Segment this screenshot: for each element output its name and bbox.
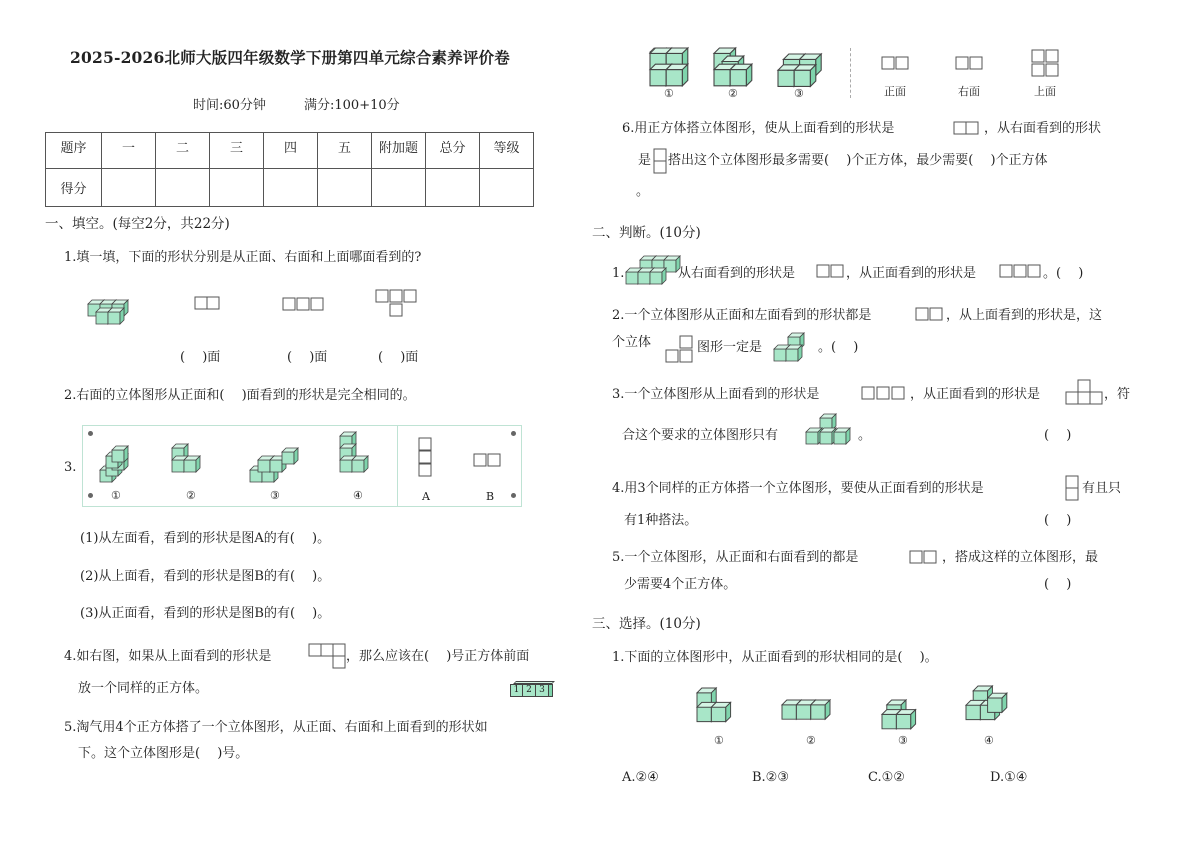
q5-label-1: ①	[664, 87, 674, 100]
c1-option-A[interactable]: A.②④	[622, 770, 659, 785]
section2-title: 二、判断。(10分)	[592, 225, 701, 241]
q3-label-4: ④	[353, 489, 363, 502]
score-table-header: 附加题	[372, 133, 426, 169]
q3-label-B: B	[486, 490, 495, 503]
score-table-header: 三	[210, 133, 264, 169]
q5-view-right	[956, 57, 986, 71]
q1-blank-3[interactable]: ( )面	[378, 350, 419, 365]
score-table-score-row	[46, 169, 534, 207]
c1-text: 1.下面的立体图形中，从正面看到的形状相同的是( )。	[612, 650, 938, 665]
score-cell[interactable]	[372, 169, 426, 207]
q4-cube-1: 1	[510, 684, 523, 697]
j2-top-view	[666, 336, 696, 366]
score-table-header: 二	[156, 133, 210, 169]
c1-figure-2	[782, 700, 842, 728]
j3-top-view	[862, 387, 908, 399]
score-table-header: 总分	[426, 133, 480, 169]
section1-title: 一、填空。(每空2分，共22分)	[45, 216, 230, 232]
c1-option-D[interactable]: D.①④	[990, 770, 1028, 785]
q3-number: 3.	[64, 460, 77, 475]
j1-text-a: 从右面看到的形状是	[678, 266, 796, 281]
j2-text-b: ，从上面看到的形状是，这	[946, 308, 1103, 323]
j3-figure	[806, 414, 860, 454]
c1-label-4: ④	[984, 734, 994, 747]
question-1-2: 2.右面的立体图形从正面和( )面看到的形状是完全相同的。	[64, 388, 416, 403]
j1-figure	[626, 256, 680, 286]
j2-text-a: 2.一个立体图形从正面和左面看到的形状都是	[612, 308, 872, 323]
j3-text-c: ，符	[1104, 387, 1131, 402]
q6-text-c: 是	[638, 153, 652, 168]
j5-view	[910, 551, 940, 563]
j4-text-a: 4.用3个同样的正方体搭一个立体图形，要使从正面看到的形状是	[612, 481, 984, 496]
j1-front-view	[1000, 265, 1042, 277]
q1-view-1	[195, 297, 225, 311]
q4-text-b: ，那么应该在( )号正方体前面	[346, 649, 530, 664]
q3-figure-2	[172, 444, 212, 484]
score-table-header: 等级	[480, 133, 534, 169]
score-cell[interactable]	[264, 169, 318, 207]
exam-time: 时间:60分钟	[193, 98, 266, 113]
q6-text-e: 。	[636, 184, 650, 199]
q4-top-view	[309, 644, 351, 672]
q6-top-view	[954, 122, 980, 134]
q5-view-top	[1032, 50, 1062, 78]
j1-text-c: 。( )	[1043, 266, 1084, 281]
c1-option-B[interactable]: B.②③	[752, 770, 789, 785]
q5-figure-3	[778, 54, 823, 88]
q4-text-c: 放一个同样的正方体。	[78, 681, 209, 696]
j5-text-b: ，搭成这样的立体图形，最	[942, 550, 1099, 565]
q5-view-label-front: 正面	[884, 85, 906, 98]
j3-text-d: 合这个要求的立体图形只有	[622, 428, 779, 443]
j3-answer[interactable]: ( )	[1044, 428, 1072, 443]
j2-text-e: 。( )	[818, 340, 859, 355]
score-cell[interactable]	[318, 169, 372, 207]
j3-text-b: ，从正面看到的形状是	[910, 387, 1041, 402]
q6-text-a: 6.用正方体搭立体图形，使从上面看到的形状是	[622, 121, 895, 136]
score-table-header: 五	[318, 133, 372, 169]
score-table	[45, 132, 534, 207]
j2-front-view	[916, 308, 944, 320]
q3-label-A: A	[422, 490, 430, 503]
page-title: 2025-2026北师大版四年级数学下册第四单元综合素养评价卷	[70, 48, 510, 67]
q3-sub-3: (3)从正面看，看到的形状是图B的有( )。	[80, 606, 331, 621]
q5-view-front	[882, 57, 912, 71]
j4-text-b: 有且只	[1082, 481, 1122, 496]
q1-view-2	[283, 298, 325, 312]
q6-right-view	[654, 149, 666, 173]
j2-text-d: 图形一定是	[697, 340, 763, 355]
q3-figure-3	[250, 448, 305, 488]
j1-text-b: ，从正面看到的形状是	[846, 266, 977, 281]
score-cell[interactable]	[426, 169, 480, 207]
score-cell[interactable]	[480, 169, 534, 207]
j4-answer[interactable]: ( )	[1044, 513, 1072, 528]
q5-figure-1	[650, 48, 690, 88]
section3-title: 三、选择。(10分)	[592, 616, 701, 632]
q5-divider	[850, 48, 851, 98]
c1-label-1: ①	[714, 734, 724, 747]
q3-figure-4	[340, 432, 380, 484]
c1-figure-4	[966, 686, 1016, 726]
c1-label-2: ②	[806, 734, 816, 747]
q6-text-d: 搭出这个立体图形最多需要( )个正方体，最少需要( )个正方体	[668, 153, 1048, 168]
score-cell[interactable]	[102, 169, 156, 207]
j4-front-view	[1066, 476, 1080, 502]
q3-view-A	[419, 438, 433, 478]
score-table-header-row	[46, 133, 534, 169]
j2-text-c: 个立体	[612, 335, 652, 350]
score-table-header: 四	[264, 133, 318, 169]
score-table-header: 题序	[46, 133, 102, 169]
score-row-label: 得分	[46, 169, 102, 207]
q3-label-1: ①	[111, 489, 121, 502]
q3-label-2: ②	[186, 489, 196, 502]
j1-number: 1.	[612, 266, 625, 281]
score-cell[interactable]	[210, 169, 264, 207]
q3-sub-1: (1)从左面看，看到的形状是图A的有( )。	[80, 531, 331, 546]
q3-sub-2: (2)从上面看，看到的形状是图B的有( )。	[80, 569, 331, 584]
j1-right-view	[817, 265, 845, 277]
q1-cube-figure	[88, 298, 148, 328]
c1-label-3: ③	[898, 734, 908, 747]
question-1-1: 1.填一填，下面的形状分别是从正面、右面和上面哪面看到的?	[64, 250, 422, 265]
q1-blank-2[interactable]: ( )面	[287, 350, 328, 365]
j3-text-e: 。	[858, 428, 872, 443]
j2-figure	[774, 333, 819, 363]
score-cell[interactable]	[156, 169, 210, 207]
q1-blank-1[interactable]: ( )面	[180, 350, 221, 365]
q4-text-a: 4.如右图，如果从上面看到的形状是	[64, 649, 272, 664]
q5-label-3: ③	[794, 87, 804, 100]
q6-text-b: ，从右面看到的形状	[984, 121, 1102, 136]
q3-figure-1	[100, 446, 140, 486]
j3-front-view	[1066, 380, 1106, 408]
q5-view-label-top: 上面	[1034, 85, 1056, 98]
q5-text-a: 5.淘气用4个正方体搭了一个立体图形，从正面、右面和上面看到的形状如	[64, 720, 488, 735]
q5-view-label-right: 右面	[958, 85, 980, 98]
q4-cube-2: 2	[523, 684, 536, 697]
j5-answer[interactable]: ( )	[1044, 577, 1072, 592]
j5-text-a: 5.一个立体图形，从正面和右面看到的都是	[612, 550, 859, 565]
q3-label-3: ③	[270, 489, 280, 502]
c1-figure-3	[882, 700, 932, 728]
j3-text-a: 3.一个立体图形从上面看到的形状是	[612, 387, 820, 402]
q5-label-2: ②	[728, 87, 738, 100]
c1-option-C[interactable]: C.①②	[868, 770, 905, 785]
c1-figure-1	[697, 688, 742, 728]
q5-figure-2	[714, 48, 754, 88]
j5-text-c: 少需要4个正方体。	[624, 577, 737, 592]
exam-full-score: 满分:100+10分	[304, 98, 400, 113]
q5-text-b: 下。这个立体图形是( )号。	[78, 746, 249, 761]
score-table-header: 一	[102, 133, 156, 169]
j4-text-c: 有1种搭法。	[624, 513, 698, 528]
q4-cube-3: 3	[536, 684, 549, 697]
q1-view-3	[376, 290, 418, 320]
q3-view-B	[474, 454, 504, 468]
